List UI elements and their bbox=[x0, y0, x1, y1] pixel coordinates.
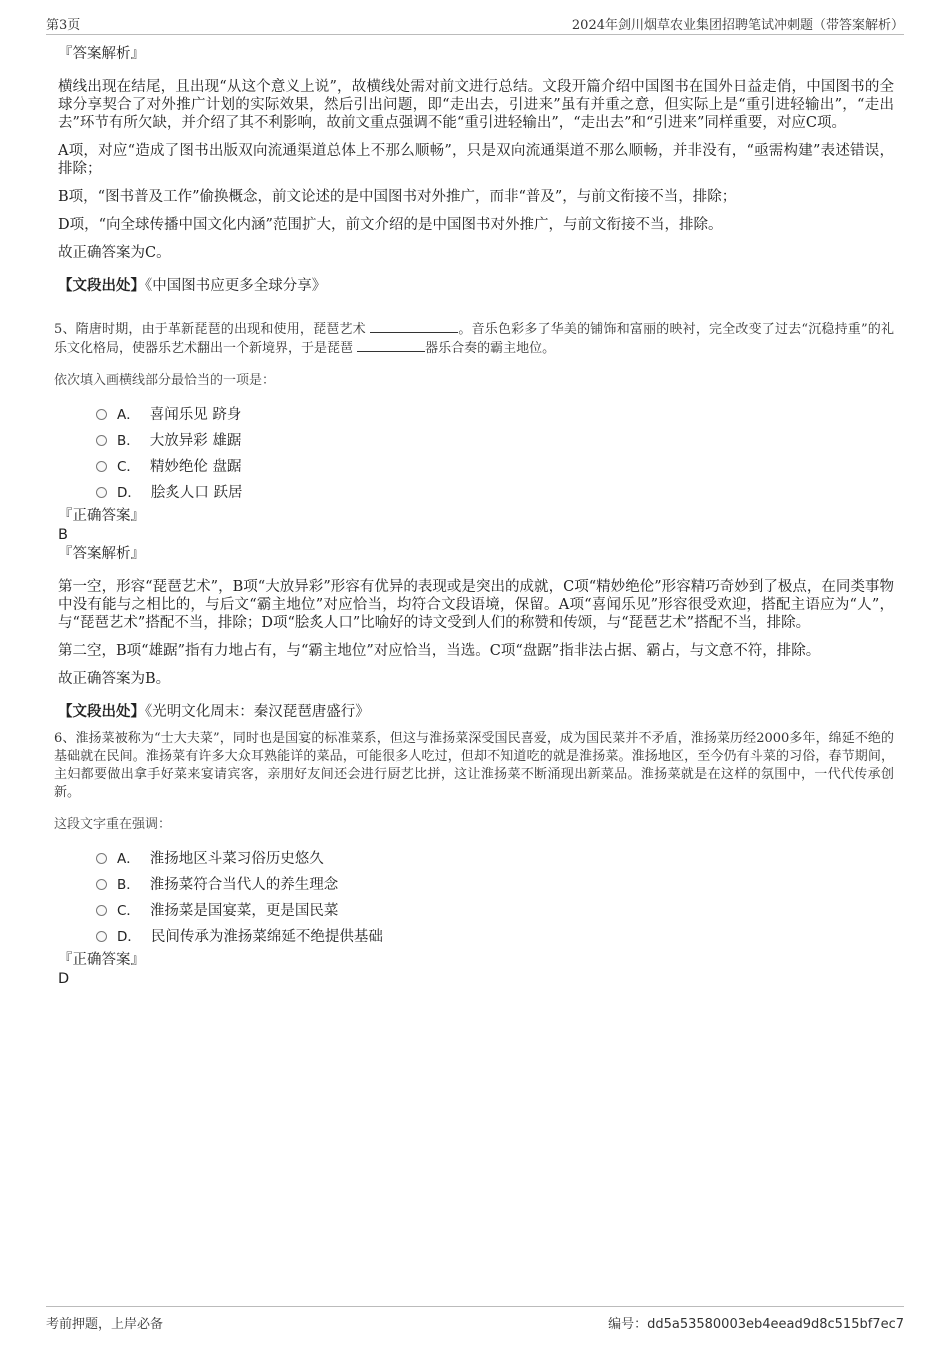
radio-icon[interactable] bbox=[96, 461, 107, 472]
source-title: 《中国图书应更多全球分享》 bbox=[145, 278, 327, 294]
q4-analysis-label: 『答案解析』 bbox=[58, 46, 145, 62]
q6-option-a[interactable] bbox=[96, 846, 894, 872]
q4-analysis-para: 横线出现在结尾，且出现“从这个意义上说”，故横线处需对前文进行总结。文段开篇介绍中国图书在国外日益走俏，中国图书的全球分享契合了对外推广计划的实际效果，然后引出问题，即“走出去，引进来”虽有并重之意，但实际上是“重引进轻输出”，“走出去”环节有所欠缺，并介绍了其不利影响，故前文重点强调不能“重引进轻输出”，“走出去”和“引进来”同样重要，对应C项。 bbox=[58, 79, 894, 131]
option-letter: A． bbox=[117, 851, 140, 867]
code-label: 编号： bbox=[608, 1317, 648, 1332]
q6-correct-answer-label: 『正确答案』 bbox=[58, 952, 145, 968]
q5-text-part2: 。音乐色彩多了华美的铺饰和富丽的映衬，完全改变了过去“沉稳持重”的礼乐文化格局，使器乐艺术翻出一个新境界，于是琵琶 bbox=[54, 322, 894, 356]
option-text: 淮扬地区斗菜习俗历史悠久 bbox=[149, 851, 324, 867]
q4-conclusion: 故正确答案为C。 bbox=[58, 245, 171, 261]
radio-icon[interactable] bbox=[96, 879, 107, 890]
q6-question: 6、淮扬菜被称为“士大夫菜”，同时也是国宴的标准菜系，但这与淮扬菜深受国民喜爱，成为国民菜并不矛盾，淮扬菜历经2000多年，绵延不绝的基础就在民间。淮扬菜有许多大众耳熟能详的菜品，可能很多人吃过，但却不知道吃的就是淮扬菜。淮扬地区，至今仍有斗菜的习俗，春节期间，主妇都要做出拿手好菜来宴请宾客，亲朋好友间还会进行厨艺比拼，这让淮扬菜不断涌现出新菜品。淮扬菜就是在这样的氛围中，一代代传承创新。 bbox=[54, 731, 894, 800]
q5-blank-1 bbox=[370, 320, 458, 333]
q6-option-d[interactable] bbox=[96, 924, 894, 950]
option-letter: D． bbox=[117, 929, 141, 945]
page-header bbox=[46, 12, 904, 35]
option-letter: A． bbox=[117, 407, 140, 423]
q5-text-part1: 5、隋唐时期，由于革新琵琶的出现和使用，琵琶艺术 bbox=[54, 322, 366, 337]
q5-source bbox=[58, 702, 894, 722]
q4-analysis-option-a: A项，对应“造成了图书出版双向流通渠道总体上不那么顺畅”，只是双向流通渠道不那么顺畅，并非没有，“亟需构建”表述错误，排除； bbox=[58, 143, 894, 177]
q6-instruction: 这段文字重在强调： bbox=[54, 817, 172, 832]
q5-conclusion: 故正确答案为B。 bbox=[58, 671, 171, 687]
option-letter: D． bbox=[117, 485, 141, 501]
option-letter: B． bbox=[117, 877, 140, 893]
footer-slogan: 考前押题，上岸必备 bbox=[46, 1317, 164, 1332]
q5-analysis-label: 『答案解析』 bbox=[58, 546, 145, 562]
q4-source bbox=[58, 276, 894, 296]
radio-icon[interactable] bbox=[96, 853, 107, 864]
footer-code bbox=[608, 1313, 904, 1332]
q6-option-c[interactable] bbox=[96, 898, 894, 924]
source-label: 【文段出处】 bbox=[58, 277, 145, 294]
option-letter: C． bbox=[117, 903, 140, 919]
q5-correct-answer: B bbox=[58, 527, 68, 543]
radio-icon[interactable] bbox=[96, 905, 107, 916]
option-text: 精妙绝伦 盘踞 bbox=[149, 459, 242, 475]
q4-analysis-option-b: B项，“图书普及工作”偷换概念，前文论述的是中国图书对外推广，而非“普及”，与前文衔接不当，排除； bbox=[58, 189, 737, 205]
radio-icon[interactable] bbox=[96, 487, 107, 498]
page-number: 第3页 bbox=[46, 18, 81, 33]
page-footer bbox=[46, 1306, 904, 1332]
q6-correct-answer: D bbox=[58, 971, 70, 987]
option-letter: B． bbox=[117, 433, 140, 449]
q5-text-part3: 器乐合奏的霸主地位。 bbox=[425, 341, 556, 356]
q6-option-b[interactable] bbox=[96, 872, 894, 898]
q4-analysis-option-d: D项，“向全球传播中国文化内涵”范围扩大，前文介绍的是中国图书对外推广，与前文衔接不当，排除。 bbox=[58, 217, 723, 233]
q5-option-c[interactable] bbox=[96, 454, 894, 480]
page-content bbox=[54, 44, 894, 988]
q5-analysis-para1: 第一空，形容“琵琶艺术”，B项“大放异彩”形容有优异的表现或是突出的成就，C项“精妙绝伦”形容精巧奇妙到了极点，在同类事物中没有能与之相比的，与后文“霸主地位”对应恰当，均符合文段语境，保留。A项“喜闻乐见”形容很受欢迎，搭配主语应为“人”，与“琵琶艺术”搭配不当，排除；D项“脍炙人口”比喻好的诗文受到人们的称赞和传颂，与“琵琶艺术”搭配不当，排除。 bbox=[58, 579, 894, 631]
option-text: 喜闻乐见 跻身 bbox=[149, 407, 242, 423]
radio-icon[interactable] bbox=[96, 435, 107, 446]
q5-instruction: 依次填入画横线部分最恰当的一项是： bbox=[54, 373, 276, 388]
option-text: 淮扬菜符合当代人的养生理念 bbox=[149, 877, 339, 893]
q5-question bbox=[54, 320, 894, 358]
source-title: 《光明文化周末：秦汉琵琶唐盛行》 bbox=[145, 704, 370, 720]
option-text: 脍炙人口 跃居 bbox=[150, 485, 243, 501]
radio-icon[interactable] bbox=[96, 931, 107, 942]
q5-option-a[interactable] bbox=[96, 402, 894, 428]
q5-analysis-para2: 第二空，B项“雄踞”指有力地占有，与“霸主地位”对应恰当，当选。C项“盘踞”指非法占据、霸占，与文意不符，排除。 bbox=[58, 643, 821, 659]
q5-options bbox=[54, 402, 894, 506]
q5-option-b[interactable] bbox=[96, 428, 894, 454]
code-value: dd5a53580003eb4eead9d8c515bf7ec7 bbox=[647, 1317, 904, 1332]
q5-blank-2 bbox=[357, 339, 425, 352]
q5-correct-answer-label: 『正确答案』 bbox=[58, 508, 145, 524]
q5-option-d[interactable] bbox=[96, 480, 894, 506]
option-text: 淮扬菜是国宴菜，更是国民菜 bbox=[149, 903, 339, 919]
source-label: 【文段出处】 bbox=[58, 703, 145, 720]
q6-options bbox=[54, 846, 894, 950]
option-text: 大放异彩 雄踞 bbox=[149, 433, 242, 449]
radio-icon[interactable] bbox=[96, 409, 107, 420]
document-title: 2024年剑川烟草农业集团招聘笔试冲刺题（带答案解析） bbox=[571, 18, 904, 33]
option-letter: C． bbox=[117, 459, 140, 475]
option-text: 民间传承为淮扬菜绵延不绝提供基础 bbox=[150, 929, 383, 945]
